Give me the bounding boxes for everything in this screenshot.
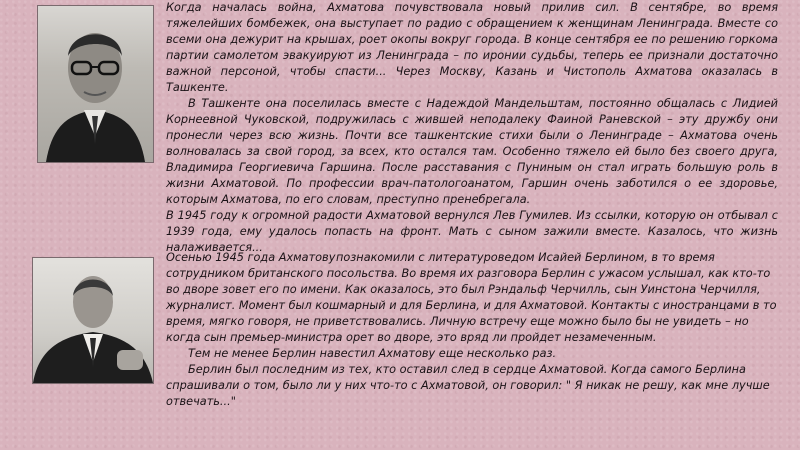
portrait-man-glasses-icon: [38, 6, 153, 162]
paragraph-lev-gumilev: В 1945 году к огромной радости Ахматовой вернулся Лев Гумилев. Из ссылки, которую он отбывал с 1939 года, ему удалось попасть на фронт. Мать с сыном зажили вместе. Казалось, что жизнь налаживается...: [166, 209, 778, 254]
paragraph-berlin-last: Берлин был последним из тех, кто оставил след в сердце Ахматовой. Когда самого Берлина спрашивали о том, было ли у них что-то с Ахматовой, он говорил: " Я никак не решу, как мне лучше отвечать...": [166, 363, 770, 408]
paragraph-tashkent: В Ташкенте она поселилась вместе с Надеждой Мандельштам, постоянно общалась с Лидией Корнеевной Чуковской, подружилась с жившей неподалеку Фаиной Раневской – эту дружбу они пронесли через всю жизнь. Почти все ташкентские стихи были о Ленинграде – Ахматова очень волновалась за свой город, за всех, кто остался там. Особенно тяжело ей было без своего друга, Владимира Георгиевича Гаршина. После расставания с Пуниным он стал играть большую роль в жизни Ахматовой. По профессии врач-патологоанатом, Гаршин очень заботился о ее здоровье, которым Ахматова, по его словам, преступно пренебрегала.: [166, 97, 778, 206]
paragraph-berlin-meeting: познакомили с литературоведом Исайей Берлином, в то время сотрудником британского посольства. Во время их разговора Берлин с ужасом услышал, как кто-то во дворе зовет его по имени. Как оказалось, это был Рэндальф Черчилль, сын Уинстона Черчилля, журналист. Момент был кошмарный и для Берлина, и для Ахматовой. Контакты с иностранцами в то время, мягко говоря, не приветствовались. Личную встречу еще можно было бы не увидеть – но когда сын премьер-министра орет во дворе, это вряд ли пройдет незамеченным.: [166, 251, 777, 344]
text-block-berlin: [166, 250, 778, 410]
photo-berlin-portrait: [33, 258, 153, 383]
overlap-text-autumn-1945: Осенью 1945 года Ахматову: [166, 251, 336, 264]
photo-akhmatova-portrait: [38, 6, 153, 162]
text-block-war-years: [166, 0, 778, 256]
paragraph-berlin-visits: Тем не менее Берлин навестил Ахматову еще несколько раз.: [188, 347, 557, 360]
portrait-man-seated-icon: [33, 258, 153, 383]
paragraph-war-start: Когда началась война, Ахматова почувствовала новый прилив сил. В сентябре, во время тяжелейших бомбежек, она выступает по радио с обращением к женщинам Ленинграда. Вместе со всеми она дежурит на крышах, роет окопы вокруг города. В конце сентября ее по решению горкома партии самолетом эвакуируют из Ленинграда – по иронии судьбы, теперь ее признали достаточно важной персоной, чтобы спасти... Через Москву, Казань и Чистополь Ахматова оказалась в Ташкенте.: [166, 1, 778, 94]
